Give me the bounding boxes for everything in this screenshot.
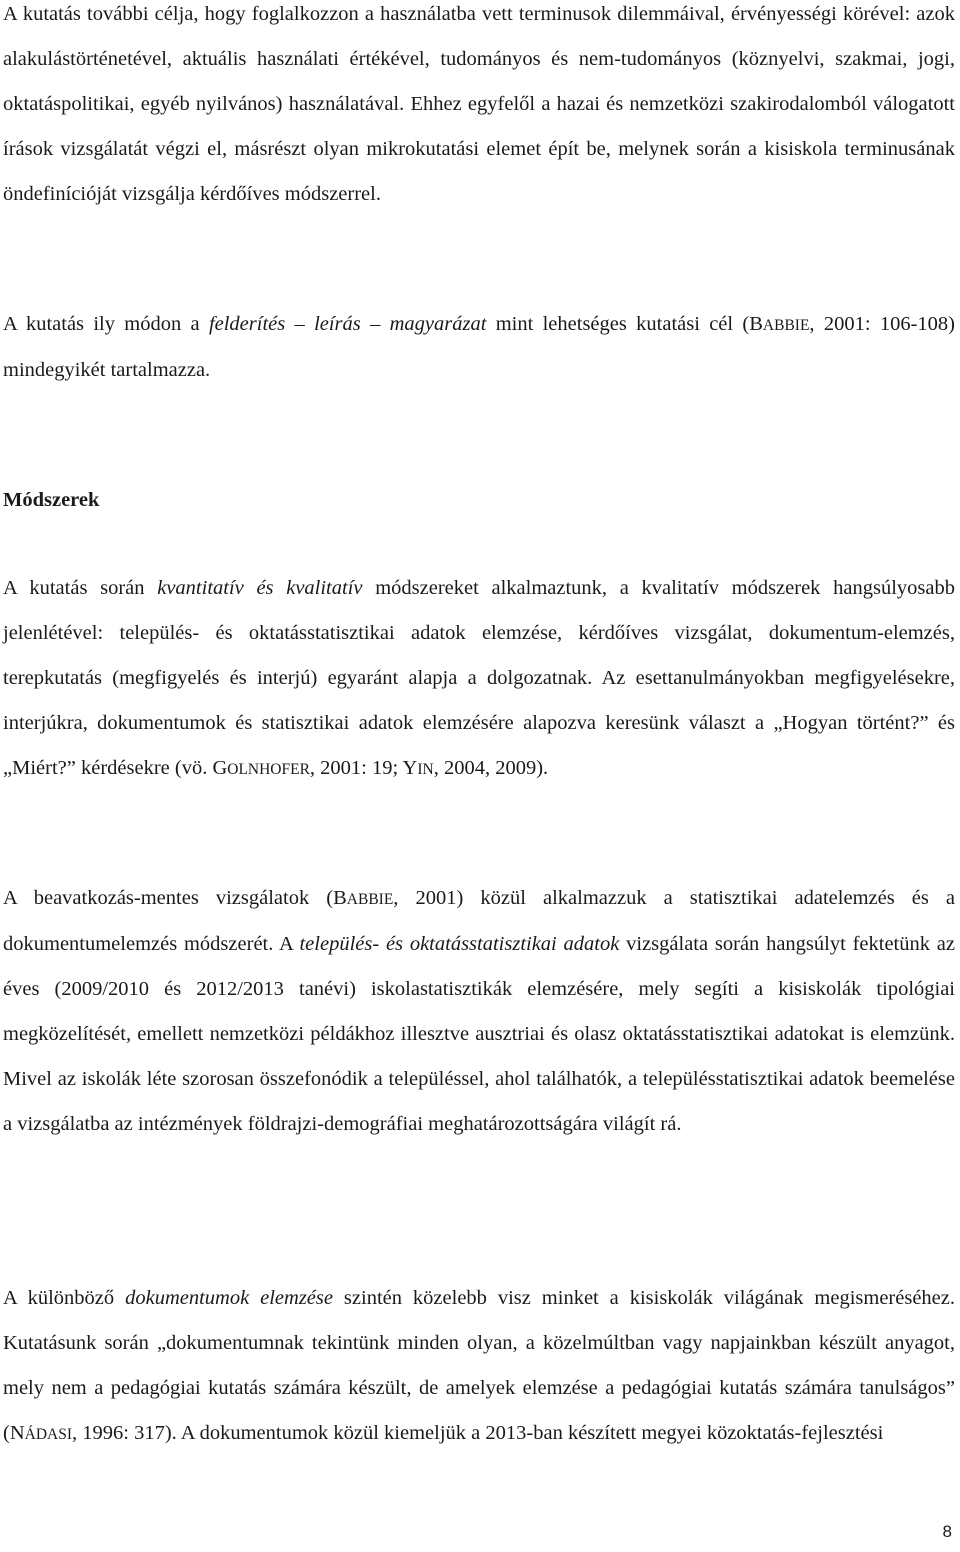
small-caps-author: ABBIE bbox=[346, 891, 394, 908]
text-run: , 2001) közül alkalmazzuk a statisztikai adatelemzés és a dokumentumelemzés módszerét. A bbox=[3, 887, 955, 955]
text-run: , 2001: 106-108) mindegyikét tartalmazza. bbox=[3, 313, 955, 381]
paragraph-research-goal: A kutatás további célja, hogy foglalkozzon a használatba vett terminusok dilemmáival, érvényességi körével: azok alakulástörténetével, aktuális használati értékével, tudományos és nem-tudományos (köznyelvi, szakmai, jogi, oktatáspolitikai, egyéb nyilvános) használatával. Ehhez egyfelől a hazai és nemzetközi szakirodalomból válogatott írások vizsgálatát végzi el, másrészt olyan mikrokutatási elemet épít be, melynek során a kisiskola terminusának öndefinícióját vizsgálja kérdőíves módszerrel. bbox=[3, 3, 955, 205]
small-caps-author: ÁDASI bbox=[24, 1426, 73, 1443]
section-heading-methods: Módszerek bbox=[3, 489, 100, 511]
paragraph-document-analysis bbox=[3, 1276, 955, 1457]
small-caps-author: ABBIE bbox=[762, 317, 810, 334]
text-run: , 2004, 2009). bbox=[433, 757, 549, 779]
page-number: 8 bbox=[942, 1522, 952, 1541]
italic-text-run: felderítés – leírás – magyarázat bbox=[208, 313, 487, 335]
text-run: A kutatás során bbox=[3, 577, 158, 599]
paragraph-research-types bbox=[3, 302, 955, 393]
italic-text-run: dokumentumok elemzése bbox=[125, 1287, 333, 1309]
text-run: A kutatás ily módon a bbox=[3, 313, 209, 335]
text-run: A különböző bbox=[3, 1287, 126, 1309]
italic-text-run: kvantitatív és kvalitatív bbox=[157, 577, 363, 599]
small-caps-author: OLNHOFER bbox=[227, 761, 310, 778]
paragraph-methods bbox=[3, 566, 955, 792]
text-run: szintén közelebb visz minket a kisiskolák világának megismeréséhez. Kutatásunk során „dokumentumnak tekintünk minden olyan, a közelmúltban vagy napjainkban készült anyagot, mely nem a pedagógiai kutatás számára készült, de amelyek elemzése a pedagógiai kutatás számára tanulságos” (N bbox=[3, 1287, 955, 1444]
text-run: vizsgálata során hangsúlyt fektetünk az éves (2009/2010 és 2012/2013 tanévi) iskolastatisztikák elemzésére, mely segíti a kisiskolák tipológiai megközelítését, emellett nemzetközi példákhoz illesztve ausztriai és olasz oktatásstatisztikai adatokat is elemzünk. Mivel az iskolák léte szorosan összefonódik a településsel, ahol találhatók, a településstatisztikai adatok beemelése a vizsgálatba az intézmények földrajzi-demográfiai meghatározottságára világít rá. bbox=[3, 933, 955, 1135]
text-run: mint lehetséges kutatási cél (B bbox=[486, 313, 763, 335]
text-run: , 2001: 19; Y bbox=[309, 757, 418, 779]
text-run: A beavatkozás-mentes vizsgálatok (B bbox=[3, 887, 347, 909]
text-run: módszereket alkalmaztunk, a kvalitatív módszerek hangsúlyosabb jelenlétével: település- és oktatásstatisztikai adatok elemzése, kérdőíves vizsgálat, dokumentum-elemzés, terepkutatás (megfigyelés és interjú) egyaránt alapja a dolgozatnak. Az esettanulmányokban megfigyelésekre, interjúkra, dokumentumok és statisztikai adatok elemzésére alapozva keresünk választ a „Hogyan történt?” és „Miért?” kérdésekre (vö. G bbox=[3, 577, 955, 779]
paragraph-statistics bbox=[3, 876, 955, 1147]
small-caps-author: IN bbox=[417, 761, 434, 778]
text-run: , 1996: 317). A dokumentumok közül kiemeljük a 2013-ban készített megyei közoktatás-fejlesztési bbox=[72, 1422, 884, 1444]
italic-text-run: település- és oktatásstatisztikai adatok bbox=[299, 933, 620, 955]
